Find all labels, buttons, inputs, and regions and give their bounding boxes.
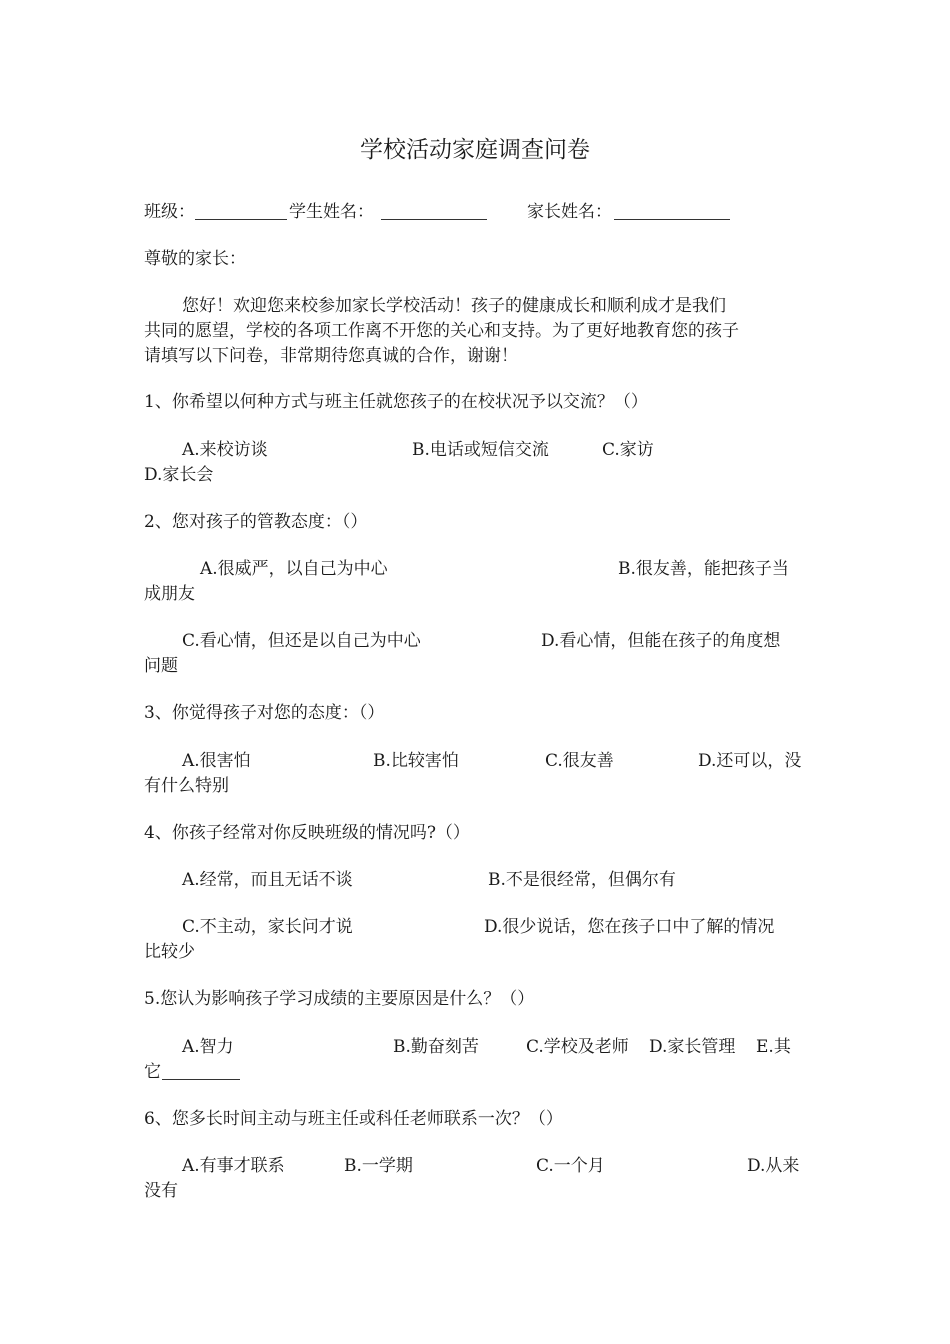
intro-line: 请填写以下问卷，非常期待您真诚的合作，谢谢！ [144, 346, 518, 366]
class-field[interactable] [195, 201, 287, 223]
question-2: 2、您对孩子的管教态度：（） [144, 512, 368, 532]
q5-other-field[interactable] [162, 1061, 240, 1083]
student-name-label: 学生姓名： [289, 202, 374, 222]
q5-option-b[interactable]: B.勤奋刻苦 [393, 1037, 479, 1057]
class-label: 班级： [144, 202, 195, 222]
q2-option-b[interactable]: B.很友善，能把孩子当 [618, 559, 789, 579]
q6-option-d-cont: 没有 [144, 1181, 178, 1201]
q1-option-c[interactable]: C.家访 [602, 440, 654, 460]
q2-option-d[interactable]: D.看心情，但能在孩子的角度想 [541, 631, 781, 651]
q2-option-c[interactable]: C.看心情，但还是以自己为中心 [182, 631, 421, 651]
q3-option-d[interactable]: D.还可以，没 [698, 751, 802, 771]
q5-option-e-cont: 它 [144, 1062, 161, 1082]
q1-option-d[interactable]: D.家长会 [144, 465, 214, 485]
q4-option-d-cont: 比较少 [144, 942, 195, 962]
question-4: 4、你孩子经常对你反映班级的情况吗?（） [144, 823, 470, 843]
q6-option-b[interactable]: B.一学期 [344, 1156, 413, 1176]
q2-option-a[interactable]: A.很威严，以自己为中心 [200, 559, 388, 579]
question-1: 1、你希望以何种方式与班主任就您孩子的在校状况予以交流？（） [144, 392, 648, 412]
q4-option-a[interactable]: A.经常，而且无话不谈 [182, 870, 353, 890]
q5-option-d[interactable]: D.家长管理 [649, 1037, 736, 1057]
q5-option-c[interactable]: C.学校及老师 [526, 1037, 629, 1057]
q6-option-c[interactable]: C.一个月 [536, 1156, 605, 1176]
parent-name-field[interactable] [614, 201, 730, 223]
question-3: 3、你觉得孩子对您的态度：（） [144, 703, 385, 723]
q3-option-a[interactable]: A.很害怕 [182, 751, 251, 771]
q3-option-c[interactable]: C.很友善 [545, 751, 614, 771]
q4-option-d[interactable]: D.很少说话，您在孩子口中了解的情况 [484, 917, 775, 937]
q6-option-d[interactable]: D.从来 [747, 1156, 800, 1176]
q5-option-e[interactable]: E.其 [756, 1037, 791, 1057]
page-title: 学校活动家庭调查问卷 [360, 137, 590, 163]
q5-option-a[interactable]: A.智力 [182, 1037, 234, 1057]
parent-name-label: 家长姓名： [527, 202, 612, 222]
q2-option-b-cont: 成朋友 [144, 584, 195, 604]
q4-option-c[interactable]: C.不主动，家长问才说 [182, 917, 353, 937]
question-6: 6、您多长时间主动与班主任或科任老师联系一次？（） [144, 1109, 563, 1129]
q2-option-d-cont: 问题 [144, 656, 178, 676]
greeting: 尊敬的家长： [144, 249, 246, 269]
q1-option-a[interactable]: A.来校访谈 [182, 440, 268, 460]
student-name-field[interactable] [381, 201, 487, 223]
q3-option-b[interactable]: B.比较害怕 [373, 751, 459, 771]
q3-option-d-cont: 有什么特别 [144, 776, 229, 796]
q4-option-b[interactable]: B.不是很经常，但偶尔有 [488, 870, 676, 890]
intro-line: 您好！欢迎您来校参加家长学校活动！孩子的健康成长和顺利成才是我们 [182, 296, 726, 316]
q1-option-b[interactable]: B.电话或短信交流 [412, 440, 549, 460]
question-5: 5.您认为影响孩子学习成绩的主要原因是什么？（） [144, 989, 535, 1009]
intro-line: 共同的愿望，学校的各项工作离不开您的关心和支持。为了更好地教育您的孩子 [144, 321, 739, 341]
q6-option-a[interactable]: A.有事才联系 [182, 1156, 285, 1176]
